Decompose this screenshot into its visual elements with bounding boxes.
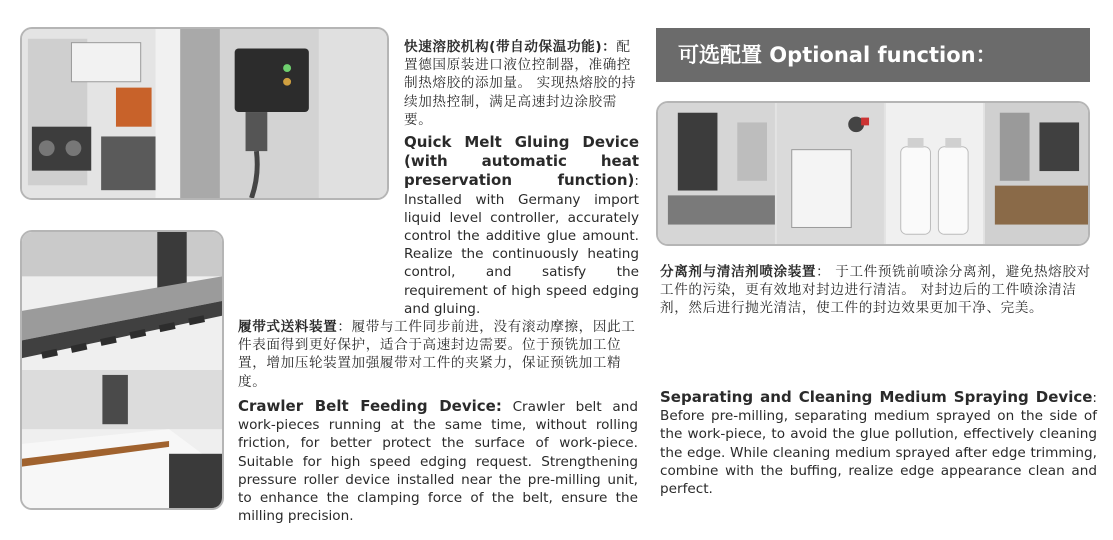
spraying-cn-body: ： 于工件预铣前喷涂分离剂，避免热熔胶对工件的污染，更有效地对封边进行清洁。 对封边后的工件喷涂清洁剂，然后进行抛光清洁，使工件的封边效果更加干净、完美。 [660, 264, 1091, 317]
crawler-cn-text [238, 318, 638, 391]
glue-unit-photo [20, 27, 389, 200]
optional-function-banner: 可选配置 Optional function： [656, 28, 1090, 82]
spraying-en-text [660, 388, 1097, 498]
spraying-cn-title: 分离剂与清洁剂喷涂装置 [660, 264, 817, 280]
crawler-en-text [238, 397, 638, 525]
quick-melt-en-title: Quick Melt Gluing Device (with automatic heat preservation function) [404, 133, 639, 190]
spraying-en-title: Separating and Cleaning Medium Spraying Device [660, 388, 1093, 406]
quick-melt-en-body: : Installed with Germany import liquid level controller, accurately control the additive glue amount. Realize the continuously heating control, and satisfy the requirement of high speed edging and gluing. [404, 173, 639, 317]
quick-melt-cn-body: 配置德国原装进口液位控制器，准确控制热熔胶的添加量。 实现热熔胶的持续加热控制，满足高速封边涂胶需要。 [404, 39, 637, 128]
quick-melt-cn-text [404, 38, 640, 129]
spraying-cn-text [660, 263, 1098, 318]
spraying-device-photo [656, 101, 1090, 246]
crawler-belt-photo [20, 230, 224, 510]
crawler-en-body: Crawler belt and work-pieces running at the same time, without rolling friction, for better protect the surface of work-piece. Suitable for high speed edging request. Strengthening pressure roller device installed near the pre-milling unit, to enhance the clamping force of the belt, ensure the milling precision. [238, 399, 638, 525]
quick-melt-cn-title: 快速溶胶机构(带自动保温功能)： [404, 39, 617, 55]
crawler-en-title: Crawler Belt Feeding Device: [238, 397, 502, 415]
crawler-cn-body: ：履带与工件同步前进，没有滚动摩擦，因此工件表面得到更好保护，适合于高速封边需要。位于预铣加工位置，增加压轮装置加强履带对工件的夹紧力，保证预铣加工精度。 [238, 319, 636, 390]
quick-melt-en-text [404, 133, 639, 318]
crawler-cn-title: 履带式送料装置 [238, 319, 338, 335]
spraying-en-body: : Before pre-milling, separating medium sprayed on the side of the work-piece, to avoid the glue pollution, effectively cleaning the edge. While cleaning medium sprayed after edge trimming, combine with the buffing, realize edge appearance clean and perfect. [660, 390, 1097, 498]
